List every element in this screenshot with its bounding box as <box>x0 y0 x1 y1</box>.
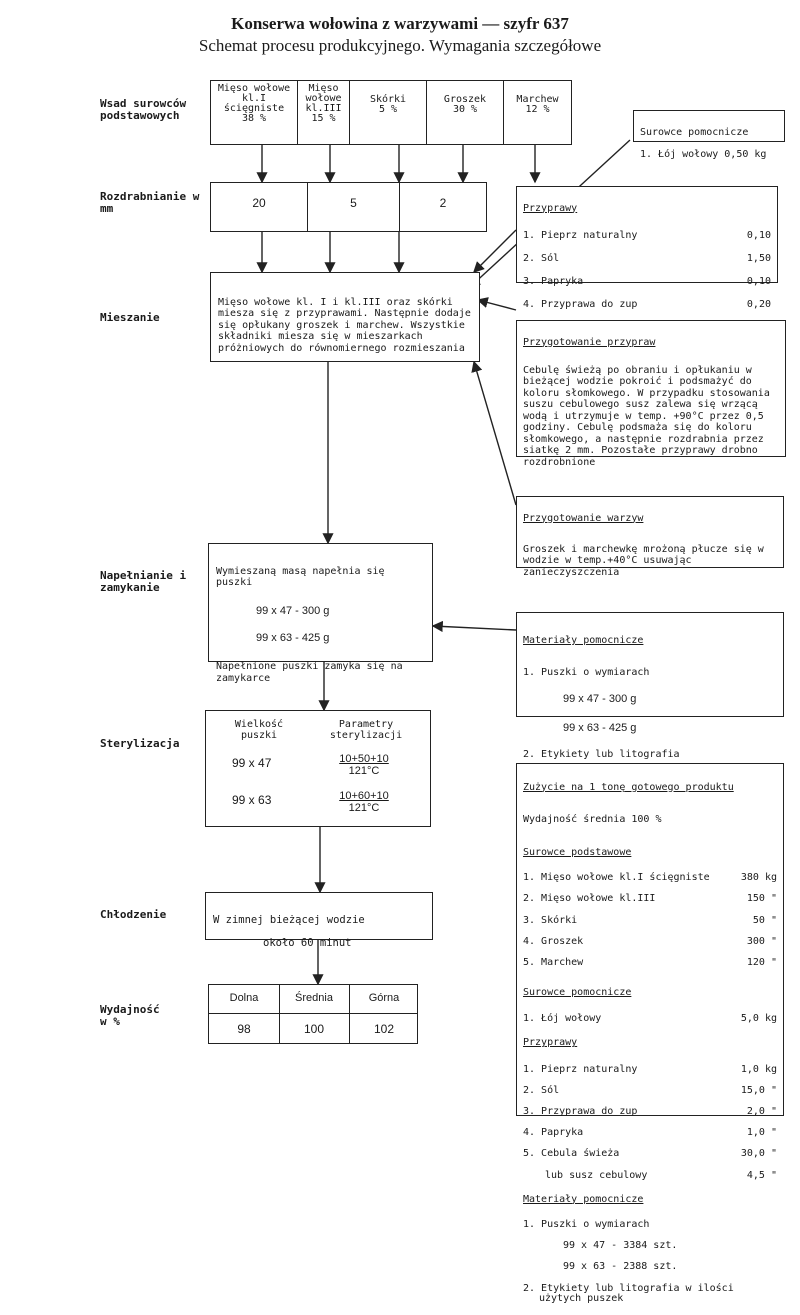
sterilization-params <box>324 790 404 814</box>
filling-box <box>208 543 433 684</box>
sterilization-temp: 121°C <box>348 765 380 777</box>
sterilization-params <box>324 753 404 777</box>
aux-materials-item2: 2. Etykiety lub litografia <box>523 749 680 760</box>
raw-material-pct: 12 % <box>525 104 550 115</box>
grinding-cell: 2 <box>439 196 447 210</box>
consumption-name: lub susz cebulowy <box>545 1169 648 1181</box>
consumption-mat-can1: 99 x 47 - 3384 szt. <box>563 1240 678 1252</box>
raw-material-pct: 30 % <box>452 104 478 115</box>
consumption-spice-title: Przyprawy <box>523 1037 578 1049</box>
consumption-value: 1,0 kg <box>740 1063 777 1075</box>
raw-materials-box <box>210 80 572 145</box>
consumption-row <box>523 1149 777 1160</box>
consumption-box <box>516 763 784 1305</box>
consumption-name: 2. Mięso wołowe kl.III <box>523 893 656 905</box>
mixing-box <box>210 272 480 362</box>
spice-prep-title: Przygotowanie przypraw <box>523 336 656 348</box>
filling-can2: 99 x 63 - 425 g <box>256 631 330 644</box>
consumption-aux-title: Surowce pomocnicze <box>523 987 632 999</box>
spices-box <box>516 186 778 310</box>
consumption-name: 1. Łój wołowy <box>523 1013 602 1025</box>
spice-value: 0,10 <box>746 229 771 241</box>
consumption-value: 300 " <box>746 935 777 947</box>
raw-material-cell <box>504 81 571 144</box>
yield-value: 102 <box>373 1022 395 1036</box>
raw-material-pct: 5 % <box>378 104 398 115</box>
consumption-mat1: 1. Puszki o wymiarach <box>523 1218 650 1230</box>
spice-name: 3. Papryka <box>523 275 584 287</box>
consumption-value: 50 " <box>752 914 777 926</box>
stage-label-napelnianie: Napełnianie i zamykanie <box>100 569 187 594</box>
raw-material-name: Mięso wołowe kl.III <box>305 83 342 114</box>
aux-materials-title: Materiały pomocnicze <box>523 635 644 646</box>
consumption-name: 1. Pieprz naturalny <box>523 1063 638 1075</box>
consumption-value: 380 kg <box>740 872 777 884</box>
raw-material-cell <box>427 81 504 144</box>
consumption-value: 4,5 " <box>746 1169 777 1181</box>
filling-line1: Wymieszaną masą napełnia się puszki <box>216 565 385 588</box>
consumption-row <box>523 1086 777 1097</box>
stage-label-rozdrabnianie: Rozdrabnianie w mm <box>100 190 200 215</box>
yield-header: Górna <box>368 992 400 1004</box>
consumption-value: 30,0 " <box>740 1148 777 1160</box>
sterilization-col2-header: Parametry sterylizacji <box>329 719 403 741</box>
raw-material-pct: 15 % <box>311 113 336 124</box>
auxiliary-raw-item: 1. Łój wołowy 0,50 kg <box>640 149 767 160</box>
raw-material-name: Skórki <box>369 94 407 105</box>
stage-label-mieszanie: Mieszanie <box>100 311 160 324</box>
consumption-value: 2,0 " <box>746 1106 777 1118</box>
veg-prep-title: Przygotowanie warzyw <box>523 512 644 524</box>
auxiliary-raw-title: Surowce pomocnicze <box>640 127 749 138</box>
consumption-name: 3. Skórki <box>523 914 578 926</box>
spice-value: 1,50 <box>746 252 771 264</box>
stage-label-chlodzenie: Chłodzenie <box>100 908 167 921</box>
veg-prep-text: Groszek i marchewkę mrożoną płucze się w wodzie w temp.+40°C usuwając zanieczyszczenia <box>523 543 764 578</box>
aux-materials-can1: 99 x 47 - 300 g <box>563 693 637 705</box>
stage-label-wsad: Wsad surowców podstawowych <box>100 97 187 122</box>
mixing-text: Mięso wołowe kl. I i kl.III oraz skórki miesza się z przyprawami. Następnie dodaje się opłukany groszek i marchew. Wszystkie składniki miesza się w mieszarkach próżniowych do równomiernego rozmieszania <box>218 296 471 354</box>
consumption-mat-can2: 99 x 63 - 2388 szt. <box>563 1261 678 1273</box>
sterilization-formula: 10+60+10 <box>339 790 389 802</box>
spice-row <box>523 299 771 311</box>
spice-name: 1. Pieprz naturalny <box>523 229 638 241</box>
stage-label-wydajnosc: Wydajność w % <box>100 1003 160 1028</box>
grinding-cell: 20 <box>211 183 308 231</box>
spices-title: Przyprawy <box>523 202 578 214</box>
raw-material-cell <box>350 81 427 144</box>
aux-materials-item1: 1. Puszki o wymiarach <box>523 667 650 678</box>
consumption-row <box>523 1107 777 1118</box>
consumption-name: 5. Cebula świeża <box>523 1148 620 1160</box>
sterilization-size: 99 x 47 <box>232 756 272 770</box>
consumption-row <box>523 937 777 948</box>
consumption-mat-title: Materiały pomocnicze <box>523 1193 644 1205</box>
filling-line2: Napełnione puszki zamyka się na zamykarce <box>216 661 403 684</box>
consumption-value: 15,0 " <box>740 1084 777 1096</box>
spice-row <box>523 276 771 288</box>
consumption-row <box>523 1128 777 1139</box>
spice-row <box>523 253 771 265</box>
consumption-row <box>523 1171 777 1182</box>
stage-label-sterylizacja: Sterylizacja <box>100 737 180 750</box>
consumption-raw-title: Surowce podstawowe <box>523 846 632 858</box>
yield-value: 100 <box>303 1022 325 1036</box>
sterilization-temp: 121°C <box>348 802 380 814</box>
consumption-value: 120 " <box>746 956 777 968</box>
spice-row <box>523 230 771 242</box>
spice-name: 4. Przyprawa do zup <box>523 298 638 310</box>
spice-prep-text: Cebulę świeżą po obraniu i opłukaniu w bieżącej wodzie pokroić i podsmażyć do koloru słomkowego. W przypadku stosowania suszu cebulowego susz zalewa się wrzącą wodą i utrzymuje w temp. +90°C przez 0,5 godziny. Cebulę podsmaża się do koloru słomkowego, a następnie rozdrabnia przez siatkę 2 mm. Pozostałe przyprawy drobno rozdrobnione <box>523 364 770 468</box>
raw-material-pct: 38 % <box>241 113 267 124</box>
yield-divider <box>209 1013 417 1014</box>
consumption-row <box>523 1014 777 1025</box>
consumption-row <box>523 958 777 969</box>
consumption-name: 4. Groszek <box>523 935 584 947</box>
document-title: Konserwa wołowina z warzywami — szyfr 637 <box>231 14 569 33</box>
consumption-name: 4. Papryka <box>523 1127 584 1139</box>
veg-prep-box <box>516 496 784 578</box>
yield-header: Średnia <box>295 992 333 1004</box>
yield-value: 98 <box>237 1022 251 1036</box>
consumption-name: 3. Przyprawa do zup <box>523 1106 638 1118</box>
sterilization-size: 99 x 63 <box>232 793 272 807</box>
consumption-avg-yield: Wydajność średnia 100 % <box>523 813 662 825</box>
spice-name: 2. Sól <box>523 252 560 264</box>
raw-material-name: Mięso wołowe kl.I ścięgniste <box>217 83 291 114</box>
document-subtitle: Schemat procesu produkcyjnego. Wymagania szczegółowe <box>198 36 602 55</box>
cooling-line2: około 60 minut <box>263 936 352 949</box>
consumption-row <box>523 916 777 927</box>
sterilization-formula: 10+50+10 <box>339 753 389 765</box>
consumption-value: 150 " <box>746 893 777 905</box>
consumption-title: Zużycie na 1 tonę gotowego produktu <box>523 781 734 793</box>
cooling-line1: W zimnej bieżącej wodzie <box>213 913 365 926</box>
grinding-cell: 5 <box>308 183 400 231</box>
consumption-name: 2. Sól <box>523 1084 560 1096</box>
spice-value: 0,10 <box>746 275 771 287</box>
consumption-row <box>523 894 777 905</box>
consumption-row <box>523 873 777 884</box>
aux-materials-can2: 99 x 63 - 425 g <box>563 722 637 734</box>
spice-value: 0,20 <box>746 298 771 310</box>
consumption-value: 1,0 " <box>746 1127 777 1139</box>
consumption-name: 1. Mięso wołowe kl.I ścięgniste <box>523 872 710 884</box>
grinding-box <box>210 182 487 232</box>
raw-material-cell <box>298 81 350 144</box>
consumption-name: 5. Marchew <box>523 956 584 968</box>
consumption-row <box>523 1065 777 1076</box>
auxiliary-raw-box <box>633 110 785 160</box>
sterilization-col1-header: Wielkość puszki <box>234 719 284 741</box>
sterilization-box <box>205 710 431 827</box>
raw-material-name: Groszek <box>443 94 487 105</box>
aux-materials-box <box>516 612 784 760</box>
filling-can1: 99 x 47 - 300 g <box>256 605 330 617</box>
yield-table <box>208 984 418 1044</box>
yield-header: Dolna <box>229 992 259 1004</box>
raw-material-cell <box>211 81 298 144</box>
spice-prep-box <box>516 320 786 468</box>
consumption-mat2: 2. Etykiety lub litografia w ilości użytych puszek <box>523 1282 734 1305</box>
consumption-value: 5,0 kg <box>740 1013 777 1025</box>
cooling-box <box>205 892 433 949</box>
raw-material-name: Marchew <box>516 94 559 105</box>
